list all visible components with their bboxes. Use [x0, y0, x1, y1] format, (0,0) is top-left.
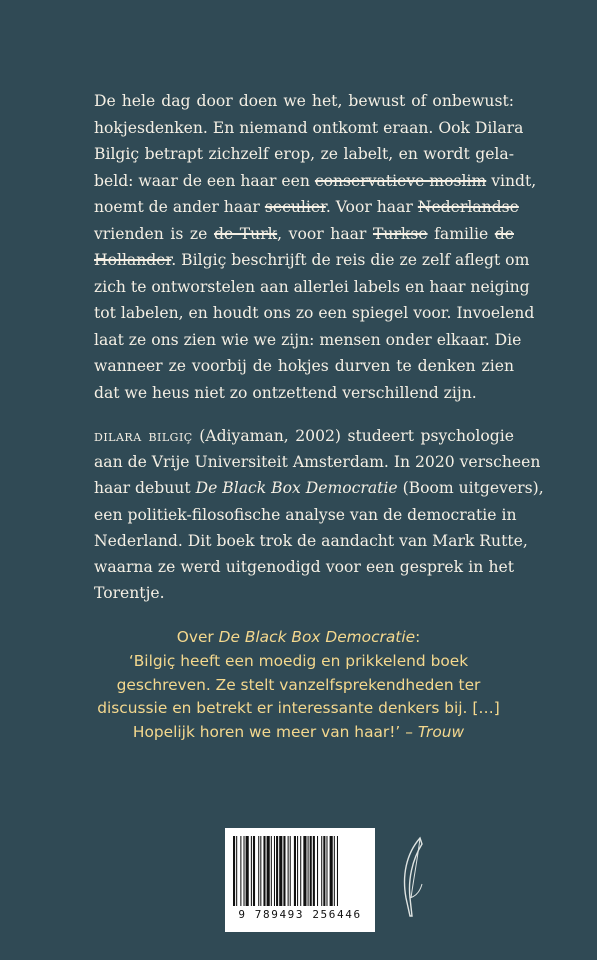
- struck-label: de: [494, 224, 514, 243]
- isbn-barcode: [225, 828, 375, 932]
- bio-line: aan de Vrije Universiteit Amsterdam. In 2020 verscheen: [94, 453, 541, 472]
- bio-line: Torentje.: [94, 584, 165, 603]
- quote-line: Over De Black Box Democratie:: [176, 628, 421, 646]
- blurb-line: hokjesdenken. En niemand ontkomt eraan. Ook Dilara: [94, 118, 524, 137]
- blurb-line: Hollander. Bilgiç beschrijft de reis die ze zelf aflegt om: [94, 251, 530, 269]
- isbn-number: 9 789493 256446: [238, 908, 362, 921]
- quote-book-title: De Black Box Democratie: [218, 628, 416, 646]
- quote-line: discussie en betrekt er interessante denkers bij. […]: [97, 699, 500, 718]
- blurb-line: dat we heus niet zo ontzettend verschillend zijn.: [94, 383, 477, 402]
- author-name: dilara bilgiç: [94, 427, 193, 445]
- blurb-line: wanneer ze voorbij de hokjes durven te denken zien: [94, 357, 514, 375]
- blurb-line: tot labelen, en houdt ons zo een spiegel voor. Invoelend: [94, 304, 535, 322]
- blurb-line: zich te ontworstelen aan allerlei labels en haar neiging: [94, 277, 530, 296]
- struck-label: seculier: [264, 198, 326, 216]
- quill-feather-icon: [398, 836, 428, 918]
- bio-line: Nederland. Dit boek trok de aandacht van Mark Rutte,: [94, 531, 528, 550]
- quote-line: ‘Bilgiç heeft een moedig en prikkelend boek: [128, 651, 469, 670]
- quote-source: Trouw: [417, 723, 465, 742]
- blurb-line: laat ze ons zien wie we zijn: mensen onder elkaar. Die: [94, 330, 522, 349]
- blurb-paragraph: [94, 88, 537, 406]
- blurb-line: noemt de ander haar seculier. Voor haar Nederlandse: [94, 198, 519, 216]
- bio-line: haar debuut De Black Box Democratie (Boom uitgevers),: [94, 479, 544, 498]
- book-title: De Black Box Democratie: [195, 479, 398, 498]
- struck-label: conservatieve moslim: [314, 171, 487, 190]
- quote-line: Hopelijk horen we meer van haar!’ – Trouw: [132, 723, 465, 742]
- bio-line: dilara bilgiç (Adiyaman, 2002) studeert psychologie: [94, 427, 514, 445]
- blurb-line: De hele dag door doen we het, bewust of onbewust:: [94, 92, 514, 110]
- bio-line: een politiek-filosofische analyse van de democratie in: [94, 505, 517, 524]
- struck-label: Nederlandse: [417, 198, 519, 216]
- struck-label: de Turk: [213, 224, 278, 243]
- quote-line: geschreven. Ze stelt vanzelfsprekendheden ter: [116, 675, 481, 694]
- blurb-line: vrienden is ze de Turk, voor haar Turkse familie de: [94, 224, 514, 243]
- bio-line: waarna ze werd uitgenodigd voor een gesprek in het: [94, 558, 514, 577]
- blurb-line: Bilgiç betrapt zichzelf erop, ze labelt, en wordt gela-: [94, 145, 514, 163]
- struck-label: Hollander: [94, 251, 172, 269]
- struck-label: Turkse: [372, 224, 428, 243]
- review-quote: [60, 626, 537, 745]
- author-bio: [94, 423, 544, 606]
- blurb-line: beld: waar de een haar een conservatieve moslim vindt,: [94, 171, 537, 190]
